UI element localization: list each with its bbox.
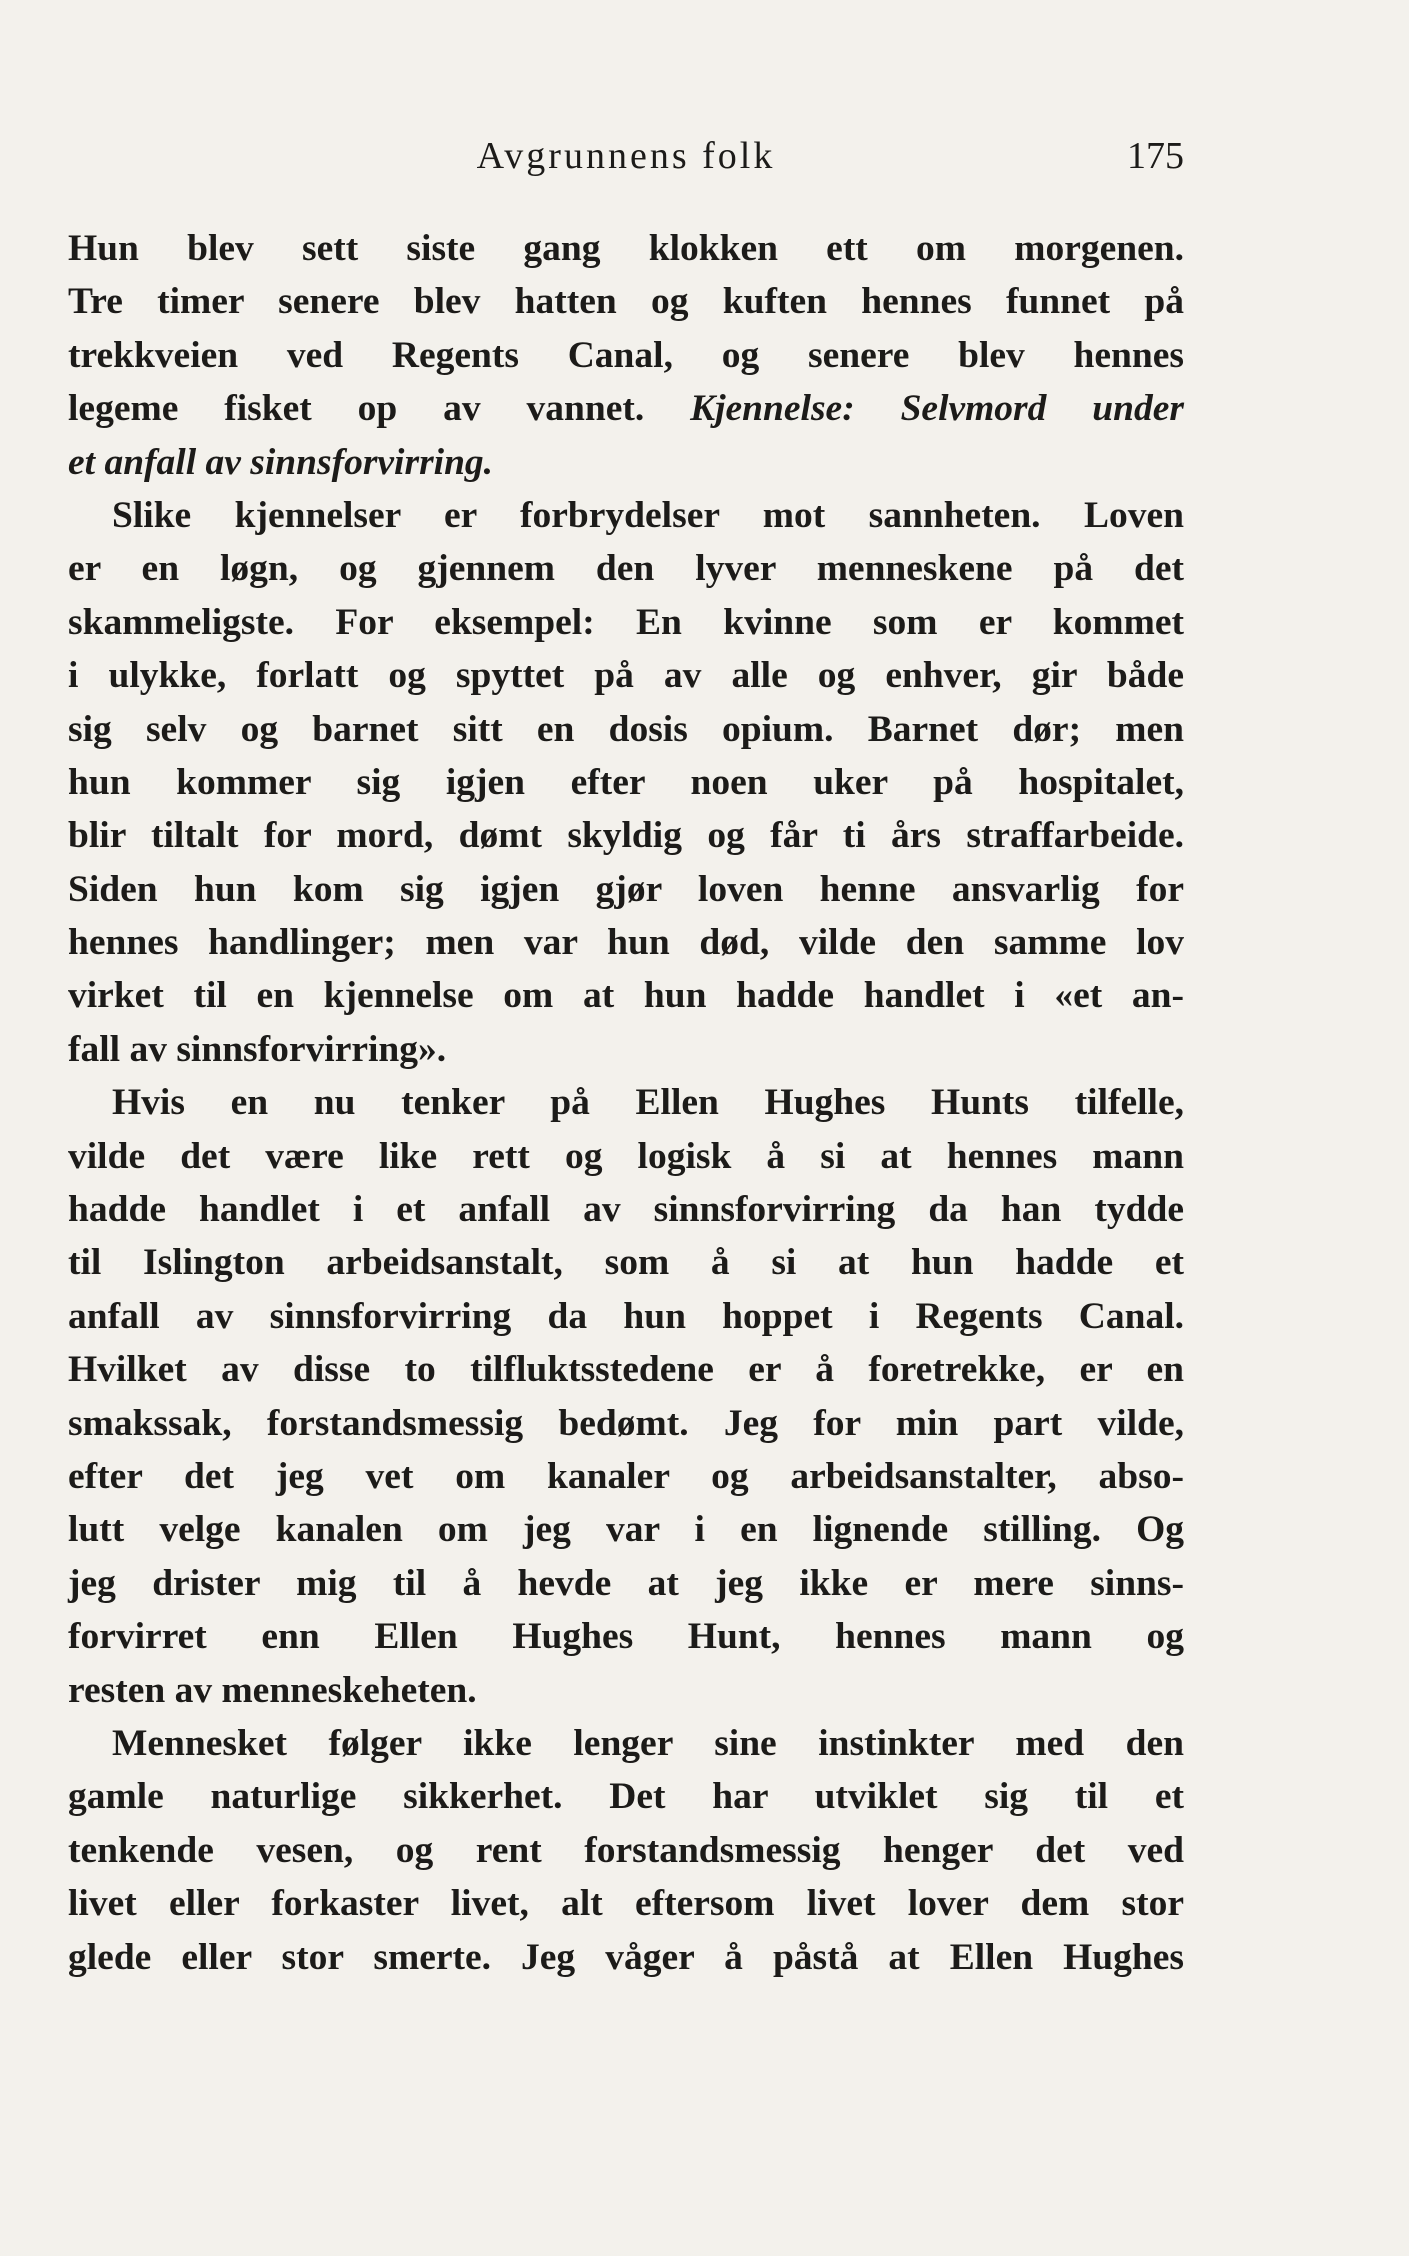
text-line-content: forvirret enn Ellen Hughes Hunt, hennes mann og [68,1616,1184,1658]
running-title: Avgrunnens folk [476,135,776,177]
text-line-content: glede eller stor smerte. Jeg våger å påstå at Ellen Hughes [68,1936,1184,1978]
text-line [68,1770,1184,1823]
text-line [68,1290,1184,1343]
text-line-content: til Islington arbeidsanstalt, som å si at hun hadde et [68,1242,1184,1284]
text-line-content: lutt velge kanalen om jeg var i en lignende stilling. Og [68,1509,1184,1551]
text-line [68,1664,1184,1717]
text-line [68,489,1184,542]
text-line [68,1397,1184,1450]
text-line [68,329,1184,382]
text-line [68,1076,1184,1129]
text-line-content: livet eller forkaster livet, alt eftersom livet lover dem stor [68,1883,1184,1925]
text-line-content: Mennesket følger ikke lenger sine instinkter med den [112,1722,1184,1764]
text-line-content: Siden hun kom sig igjen gjør loven henne ansvarlig for [68,868,1184,910]
text-line-content: virket til en kjennelse om at hun hadde handlet i «et an- [68,975,1184,1017]
text-line [68,649,1184,702]
text-line-content: skammeligste. For eksempel: En kvinne som er kommet [68,601,1184,643]
text-line-content: anfall av sinnsforvirring da hun hoppet i Regents Canal. [68,1295,1184,1337]
text-line [68,542,1184,595]
text-line-content: hun kommer sig igjen efter noen uker på hospitalet, [68,761,1184,803]
text-line [68,1023,1184,1076]
text-line-content: blir tiltalt for mord, dømt skyldig og får ti års straffarbeide. [68,815,1184,857]
text-line [68,1824,1184,1877]
text-line [68,436,1184,489]
text-line [68,1130,1184,1183]
text-line-content: i ulykke, forlatt og spyttet på av alle og enhver, gir både [68,655,1184,697]
running-head [68,132,1184,180]
text-line-content: vilde det være like rett og logisk å si at hennes mann [68,1135,1184,1177]
body-text [68,222,1184,1984]
text-line [68,275,1184,328]
text-line-content: Tre timer senere blev hatten og kuften hennes funnet på [68,281,1184,323]
italic-text: Kjennelse: Selvmord under [690,388,1184,430]
text-line-content: er en løgn, og gjennem den lyver menneskene på det [68,548,1184,590]
text-line-content: smakssak, forstandsmessig bedømt. Jeg for min part vilde, [68,1402,1184,1444]
text-line [68,1610,1184,1663]
text-line-content: legeme fisket op av vannet. [68,388,645,430]
text-line [68,1717,1184,1770]
text-line [68,916,1184,969]
text-line [68,1931,1184,1984]
text-line [68,1236,1184,1289]
text-line [68,1450,1184,1503]
text-line [68,1557,1184,1610]
text-line [68,1343,1184,1396]
text-line-content: Hvilket av disse to tilfluktsstedene er å foretrekke, er en [68,1349,1184,1391]
text-line [68,596,1184,649]
page-number: 175 [1127,135,1184,177]
text-line-content: jeg drister mig til å hevde at jeg ikke er mere sinns- [68,1562,1184,1604]
text-line-content: fall av sinnsforvirring». [68,1028,447,1070]
text-line-content: Slike kjennelser er forbrydelser mot sannheten. Loven [112,494,1184,536]
italic-text: et anfall av sinnsforvirring. [68,441,494,483]
text-line [68,756,1184,809]
text-line-content: resten av menneskeheten. [68,1669,477,1711]
text-line [68,809,1184,862]
text-line [68,863,1184,916]
text-line-content: hadde handlet i et anfall av sinnsforvirring da han tydde [68,1189,1184,1231]
text-line-content: Hvis en nu tenker på Ellen Hughes Hunts tilfelle, [112,1082,1184,1124]
text-line [68,1877,1184,1930]
text-line-content: tenkende vesen, og rent forstandsmessig henger det ved [68,1829,1184,1871]
text-line [68,969,1184,1022]
text-line [68,222,1184,275]
text-line-content: trekkveien ved Regents Canal, og senere blev hennes [68,334,1184,376]
text-line [68,1183,1184,1236]
text-line-content: Hun blev sett siste gang klokken ett om morgenen. [68,228,1184,269]
text-line-content: gamle naturlige sikkerhet. Det har utviklet sig til et [68,1776,1184,1818]
text-line-content: sig selv og barnet sitt en dosis opium. Barnet dør; men [68,708,1184,750]
text-line-content: hennes handlinger; men var hun død, vilde den samme lov [68,922,1184,964]
text-line-content: efter det jeg vet om kanaler og arbeidsanstalter, abso- [68,1455,1184,1497]
text-line [68,382,1184,435]
text-line [68,703,1184,756]
text-line [68,1503,1184,1556]
